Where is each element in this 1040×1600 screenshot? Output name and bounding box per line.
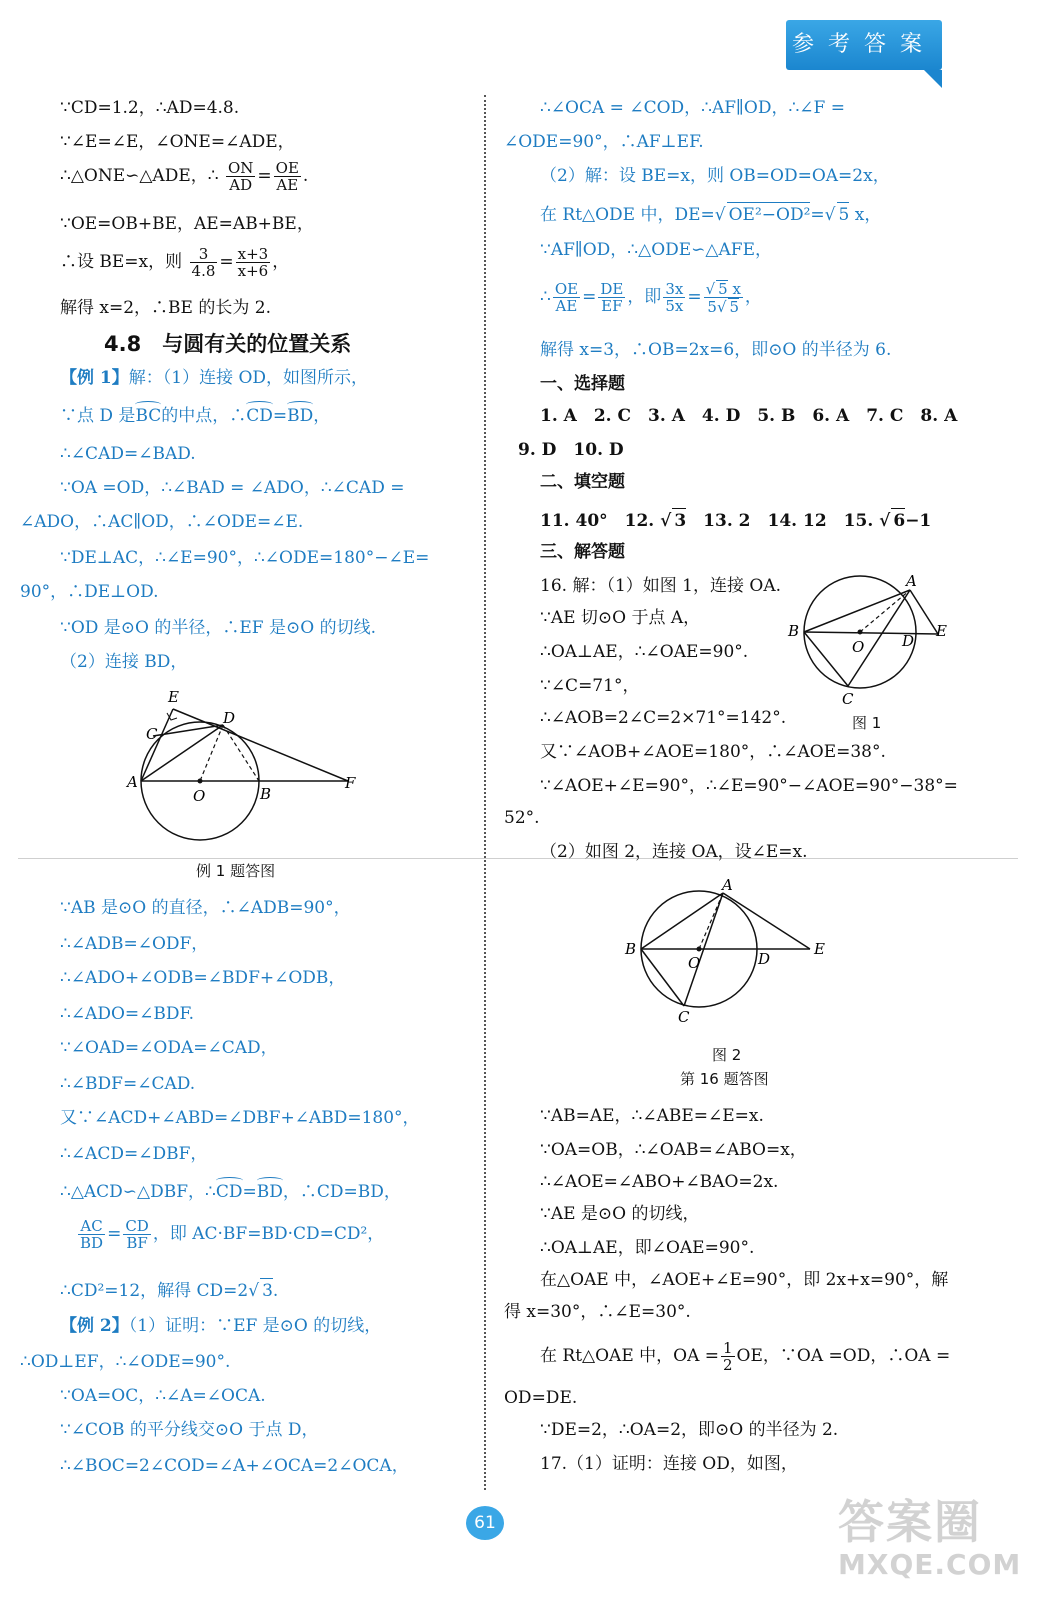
example-1-line-2 [60,404,330,428]
label-o: O [852,638,865,656]
q16-line-16: 得 x=30°，∴∠E=30°. [504,1302,691,1322]
denominator: 2 [723,1356,733,1374]
text-run: ∴CD²=12，解得 CD=2 [60,1281,249,1301]
sqrt-radicand: OE²−OD² [727,202,811,227]
q16-line-3: ∴OA⊥AE，∴∠OAE=90°. [540,642,749,662]
example-2-line-5: ∴∠BOC=2∠COD=∠A+∠OCA=2∠OCA， [60,1456,409,1476]
text-run: = [272,406,288,426]
center-dot [697,947,702,952]
example-1-line-6: ∵DE⊥AC，∴∠E=90°，∴∠ODE=180°−∠E= [60,548,430,568]
label-d: D [758,950,771,968]
fraction [704,280,743,315]
heading-multiple-choice: 一、选择题 [540,374,625,394]
label-b: B [788,622,800,640]
text-run: ∴△ACD∽△DBF，∴ [60,1182,216,1202]
denominator: AE [555,297,578,315]
q16-line-17 [540,1340,950,1373]
example-2-tag: 【例 2】 [60,1316,129,1336]
q16-line-10: ∵AB=AE，∴∠ABE=∠E=x. [540,1106,764,1126]
q16-line-12: ∴∠AOE=∠ABO+∠BAO=2x. [540,1172,779,1192]
numerator: DE [600,280,624,298]
text-run: ∴设 BE=x，则 [60,252,183,272]
denominator: BD [80,1234,104,1252]
q16-line-9: （2）如图 2，连接 OA，设∠E=x. [540,842,808,862]
example-1-line-10: ∵AB 是⊙O 的直径，∴∠ADB=90°， [60,898,351,918]
arc-symbol: CD [215,1182,243,1202]
q17-line-1: 17.（1）证明：连接 OD，如图， [540,1454,798,1474]
example-1-line-18 [60,1180,401,1204]
text-run: ∴ [540,287,551,307]
sqrt-radicand: 5 [729,298,740,316]
denominator: BF [126,1234,148,1252]
label-o: O [193,787,206,805]
q16-line-14: ∴OA⊥AE，即∠OAE=90°. [540,1238,755,1258]
text-run: 5 [707,298,717,316]
mc-answers-row-1: 1. A 2. C 3. A 4. D 5. B 6. A 7. C 8. A [540,406,958,426]
text-run: = [242,1182,257,1202]
q16-line-15: 在△OAE 中，∠AOE+∠E=90°，即 2x+x=90°，解 [540,1270,949,1290]
scan-fold-line [18,858,1018,859]
text-run: 的中点，∴ [161,406,247,426]
example-1-line-16: 又∵∠ACD+∠ABD=∠DBF+∠ABD=180°， [60,1108,420,1128]
text-run: 解：（1）连接 OD，如图所示， [128,368,369,388]
q16-line-19: ∵DE=2，∴OA=2，即⊙O 的半径为 2. [540,1420,839,1440]
denominator: x+6 [237,262,269,280]
arc-symbol: BD [287,406,314,426]
numerator: √ 5 x [705,280,741,298]
page-number: 61 [466,1506,504,1540]
text-run: . [302,166,309,186]
text-run: −1 [905,511,932,531]
sqrt-radicand: 3 [672,508,686,533]
sqrt-radicand: 5 [837,202,850,227]
fraction [274,160,301,193]
text-run: = [810,205,825,225]
label-b: B [625,940,637,958]
q16-line-7: ∵∠AOE+∠E=90°，∴∠E=90°−∠AOE=90°−38°= [540,776,958,796]
fraction [123,1218,151,1251]
text-run: （1）证明：∵EF 是⊙O 的切线， [128,1316,382,1336]
label-d: D [223,709,236,727]
sqrt-radicand: 6 [891,508,905,533]
text-run: 在 Rt△ODE 中，DE= [540,205,715,225]
left-line-5 [60,246,289,279]
example-2-line-2: ∴OD⊥EF，∴∠ODE=90°. [20,1352,231,1372]
text-run: 在 Rt△OAE 中，OA = [540,1346,719,1366]
q16-line-18: OD=DE. [504,1388,578,1408]
example-1-line-5: ∠ADO，∴AC∥OD，∴∠ODE=∠E. [20,512,304,532]
figure-1-caption: 例 1 题答图 [196,862,276,880]
example-1-line-3: ∴∠CAD=∠BAD. [60,444,196,464]
line-ae [910,590,938,634]
example-1-line-12: ∴∠ADO+∠ODB=∠BDF+∠ODB， [60,968,346,988]
label-a: A [906,572,917,590]
label-d: D [902,632,915,650]
denominator: AE [276,176,299,194]
fraction [236,246,271,279]
numerator: 3x [665,280,684,298]
section-heading [104,328,351,358]
label-a: A [722,876,733,894]
text-run: ， [272,252,290,272]
numerator: OE [554,280,579,298]
line-bc [641,949,684,1006]
q16-line-5: ∴∠AOB=2∠C=2×71°=142°. [540,708,787,728]
label-b: B [260,785,272,803]
denominator: 5x [665,297,684,315]
tangent-ef [173,709,348,781]
text-run: 13. 2 14. 12 15. [686,511,880,531]
text-run: = [257,166,272,186]
numerator: AC [78,1218,105,1235]
column-divider [484,95,486,1490]
right-line-7: 解得 x=3，∴OB=2x=6，即⊙O 的半径为 6. [540,340,892,360]
example-2-line-1 [60,1314,381,1338]
text-run: ∵点 D 是 [60,406,136,426]
label-o: O [688,954,701,972]
right-line-2: ∠ODE=90°，∴AF⊥EF. [504,132,704,152]
left-line-3 [60,160,308,193]
q16-figure-2-caption: 图 2 [712,1046,742,1064]
section-number: 4.8 [104,332,142,356]
denominator: 4.8 [191,262,216,280]
sqrt-radicand: 5 [718,280,728,298]
label-a: A [127,773,138,791]
denominator: 5√ 5 [707,298,740,316]
example-1-line-20: ∴CD²=12，解得 CD=2√ 3. [60,1278,278,1303]
numerator: 3 [190,246,218,263]
text-run: = [687,287,702,307]
q16-figure-1 [780,568,955,708]
text-run: ，即 AC·BF=BD·CD=CD²， [152,1224,385,1244]
fraction [553,281,580,314]
text-run: x， [849,205,882,225]
text-run: 11. 40° 12. [540,511,661,531]
watermark-url: MXQE.COM [838,1548,1022,1581]
fraction [226,160,255,193]
fraction [663,281,685,314]
text-run: ，∴CD=BD， [282,1182,401,1202]
line-ae [723,893,810,949]
answer-key-badge: 参考答案 [786,20,942,70]
q16-line-2: ∵AE 切⊙O 于点 A， [540,608,701,628]
example-1-line-1 [60,366,368,390]
q16-line-8: 52°. [504,808,540,828]
text-run: = [582,287,597,307]
denominator: AD [229,176,253,194]
section-title: 与圆有关的位置关系 [162,332,352,356]
q16-line-11: ∵OA=OB，∴∠OAB=∠ABO=x， [540,1140,807,1160]
fraction [721,1340,735,1373]
numerator: x+3 [237,245,269,263]
right-line-3: （2）解：设 BE=x，则 OB=OD=OA=2x， [540,166,890,186]
example-1-tag: 【例 1】 [60,368,129,388]
example-1-line-13: ∴∠ADO=∠BDF. [60,1004,195,1024]
example-1-line-15: ∴∠BDF=∠CAD. [60,1074,196,1094]
q16-line-13: ∵AE 是⊙O 的切线， [540,1204,700,1224]
example-1-line-9: （2）连接 BD， [60,652,188,672]
fraction [78,1218,105,1251]
center-dot [858,630,863,635]
line-bd [223,725,259,781]
label-e: E [936,622,947,640]
label-f: F [345,774,356,792]
q16-figure-1-caption: 图 1 [852,714,882,732]
fraction [190,246,218,279]
text-run: ， [744,287,762,307]
example-1-line-4: ∵OA =OD，∴∠BAD = ∠ADO，∴∠CAD = [60,478,405,498]
heading-solutions: 三、解答题 [540,542,625,562]
q16-line-1: 16. 解：（1）如图 1，连接 OA. [540,576,781,596]
fraction [598,281,625,314]
right-line-1: ∴∠OCA = ∠COD，∴AF∥OD，∴∠F = [540,98,845,118]
left-line-1: ∵CD=1.2，∴AD=4.8. [60,98,240,118]
arc-symbol: BC [135,406,162,426]
text-run: ，即 [627,287,662,307]
watermark-text: 答案圈 [838,1495,982,1549]
q16-figures-caption: 第 16 题答图 [680,1070,769,1088]
sqrt-radicand: 3 [260,1278,273,1303]
numerator: 1 [723,1339,733,1357]
denominator: EF [601,297,623,315]
right-line-6 [540,280,762,315]
example-1-line-11: ∴∠ADB=∠ODF， [60,934,209,954]
example-1-line-8: ∵OD 是⊙O 的半径，∴EF 是⊙O 的切线. [60,618,376,638]
example-2-line-4: ∵∠COB 的平分线交⊙O 于点 D， [60,1420,319,1440]
fill-blank-answers: 11. 40° 12. √ 3 13. 2 14. 12 15. √ 6−1 [540,508,931,533]
left-line-2: ∵∠E=∠E，∠ONE=∠ADE， [60,132,295,152]
label-c: C [678,1008,690,1026]
line-be [804,632,938,634]
label-e: E [814,940,825,958]
example-1-line-14: ∵∠OAD=∠ODA=∠CAD， [60,1038,278,1058]
arc-symbol: BD [256,1182,283,1202]
q16-line-4: ∵∠C=71°， [540,676,640,696]
q16-line-6: 又∵∠AOB+∠AOE=180°，∴∠AOE=38°. [540,742,886,762]
line-ba [804,590,910,632]
example-1-figure [120,684,370,849]
example-2-line-3: ∵OA=OC，∴∠A=∠OCA. [60,1386,266,1406]
example-1-line-7: 90°，∴DE⊥OD. [20,582,159,602]
numerator: CD [125,1217,149,1235]
right-line-4: 在 Rt△ODE 中，DE=√ OE²−OD²=√ 5 x， [540,202,881,227]
text-run: ∴△ONE∽△ADE，∴ [60,166,219,186]
left-line-6: 解得 x=2，∴BE 的长为 2. [60,298,271,318]
label-e: E [168,688,179,706]
q16-figure-2 [620,876,840,1026]
text-run: OE，∵OA =OD，∴OA = [736,1346,951,1366]
numerator: ON [227,159,254,177]
label-c: C [842,690,854,708]
text-run: ， [313,406,331,426]
text-run: = [219,252,234,272]
example-1-line-17: ∴∠ACD=∠DBF， [60,1144,208,1164]
text-run: = [107,1224,122,1244]
heading-fill-blank: 二、填空题 [540,472,625,492]
center-dot [198,779,203,784]
text-run: x [727,280,741,298]
mc-answers-row-2: 9. D 10. D [518,440,624,460]
right-line-5: ∵AF∥OD，∴△ODE∽△AFE， [540,240,772,260]
numerator: OE [275,159,299,177]
watermark-logo [838,1486,1021,1581]
label-c: C [146,725,158,743]
arc-symbol: CD [246,406,273,426]
example-1-line-19 [76,1218,384,1251]
left-line-4: ∵OE=OB+BE，AE=AB+BE， [60,214,314,234]
text-run: . [272,1281,279,1301]
